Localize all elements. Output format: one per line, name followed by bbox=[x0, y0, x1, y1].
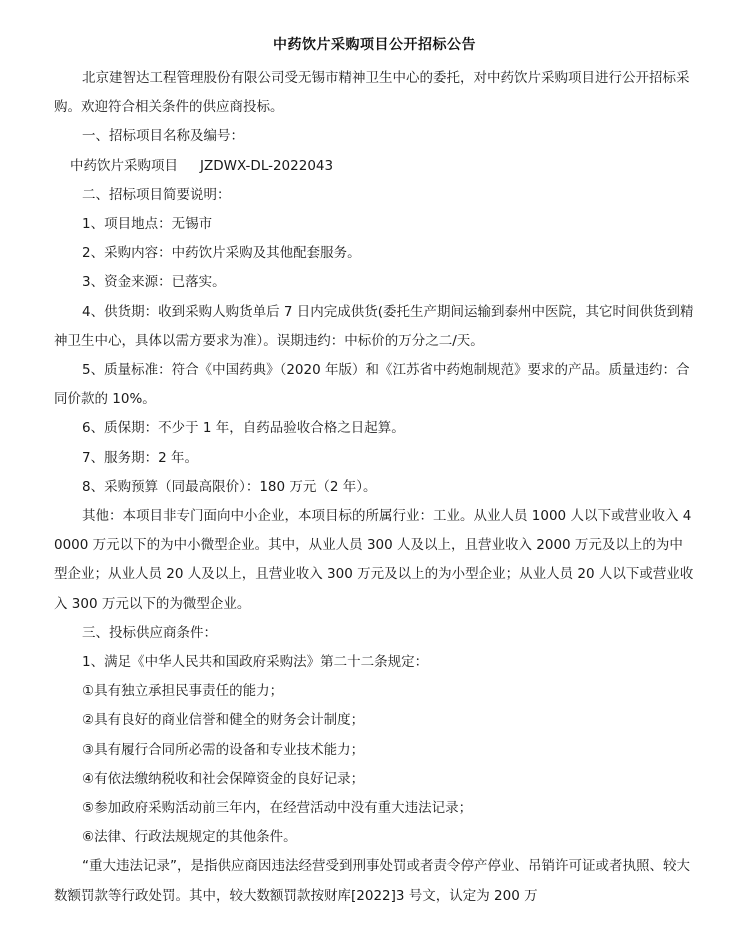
document-title: 中药饮片采购项目公开招标公告 bbox=[273, 37, 476, 53]
section2-item-service-period: 7、服务期：2 年。 bbox=[82, 449, 198, 466]
project-code: JZDWX-DL-2022043 bbox=[200, 157, 334, 174]
section2-item-location: 1、项目地点：无锡市 bbox=[82, 216, 213, 233]
section2-item-funding: 3、资金来源：已落实。 bbox=[82, 274, 226, 291]
section2-other-paragraph: 其他：本项目非专门面向中小企业，本项目标的所属行业：工业。从业人员 1000 人以下或营业收入 40000 万元以下的为中小微型企业。其中，从业人员 300 人及以上，且营业收入 2000 万元及以上的为中型企业；从业人员 20 人及以上，且营业收入 300 万元及以上的为小型企业；从业人员 20 人以下或营业收入 300 万元以下的为微型企业。 bbox=[54, 508, 694, 612]
section1-heading: 一、招标项目名称及编号： bbox=[82, 128, 244, 145]
condition-item: ②具有良好的商业信誉和健全的财务会计制度； bbox=[82, 712, 365, 729]
section2-heading: 二、招标项目简要说明： bbox=[82, 186, 231, 203]
project-name-code-line bbox=[54, 152, 695, 181]
condition-item: ⑥法律、行政法规规定的其他条件。 bbox=[82, 829, 297, 846]
section3-clause: 1、满足《中华人民共和国政府采购法》第二十二条规定： bbox=[82, 654, 429, 671]
major-violation-note: “重大违法记录”，是指供应商因违法经营受到刑事处罚或者责令停产停业、吊销许可证或者执照、较大数额罚款等行政处罚。其中，较大数额罚款按财库[2022]3 号文，认定为 200 万 bbox=[54, 858, 690, 904]
section2-item-content: 2、采购内容：中药饮片采购及其他配套服务。 bbox=[82, 245, 361, 262]
section2-item-warranty: 6、质保期：不少于 1 年，自药品验收合格之日起算。 bbox=[82, 420, 405, 437]
intro-paragraph: 北京建智达工程管理股份有限公司受无锡市精神卫生中心的委托，对中药饮片采购项目进行公开招标采购。欢迎符合相关条件的供应商投标。 bbox=[54, 70, 690, 116]
condition-item: ①具有独立承担民事责任的能力； bbox=[82, 683, 284, 700]
condition-item: ⑤参加政府采购活动前三年内，在经营活动中没有重大违法记录； bbox=[82, 800, 473, 817]
section2-item-budget: 8、采购预算（同最高限价）：180 万元（2 年）。 bbox=[82, 478, 377, 495]
condition-item: ③具有履行合同所必需的设备和专业技术能力； bbox=[82, 741, 365, 758]
project-name: 中药饮片采购项目 bbox=[70, 157, 178, 174]
section2-item-delivery: 4、供货期：收到采购人购货单后 7 日内完成供货(委托生产期间运输到泰州中医院，其它时间供货到精神卫生中心，具体以需方要求为准）。误期违约：中标价的万分之二/天。 bbox=[54, 303, 694, 349]
section2-item-quality: 5、质量标准：符合《中国药典》（2020 年版）和《江苏省中药炮制规范》要求的产品。质量违约：合同价款的 10%。 bbox=[54, 362, 690, 408]
section3-heading: 三、投标供应商条件： bbox=[82, 624, 217, 641]
condition-item: ④有依法缴纳税收和社会保障资金的良好记录； bbox=[82, 770, 365, 787]
